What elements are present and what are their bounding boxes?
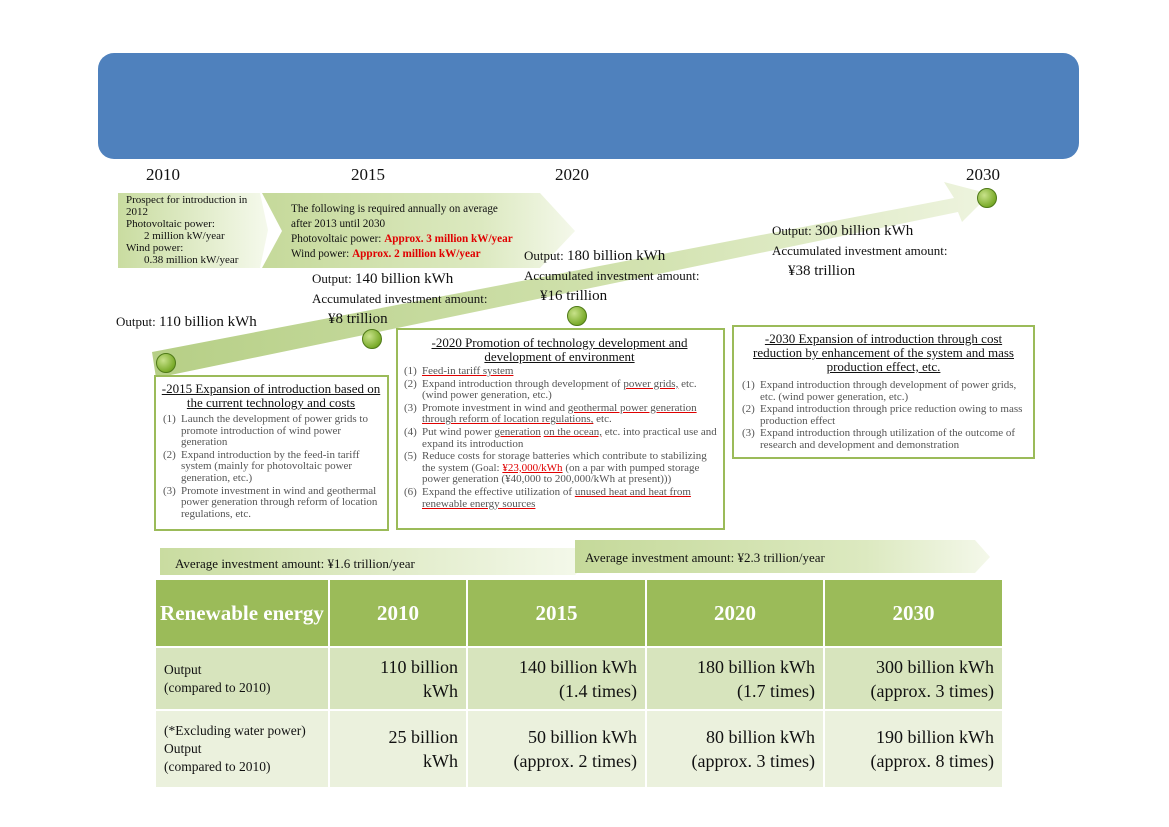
- list-item: (5) Reduce costs for storage batteries which contribute to stabilizing the system (Goal: ¥23,000/kWh (on a par with pumped storage power generation (¥40,000 to 200,000/kWh at present))): [404, 450, 707, 486]
- list-item: (2) Expand introduction through development of power grids, etc. (wind power generation, etc.): [404, 377, 697, 402]
- list-item: (3) Promote investment in wind and geothermal power generation through reform of location regulations, etc.: [404, 401, 697, 426]
- table-header: 2010: [329, 579, 467, 647]
- investment-2015-value: ¥8 trillion: [328, 311, 388, 327]
- table-cell: 300 billion kWh (approx. 3 times): [824, 647, 1003, 710]
- box-2020-list: [402, 366, 717, 510]
- box-2030-title: -2030 Expansion of introduction through cost reduction by enhancement of the system and mass production effect, etc.: [752, 331, 1014, 374]
- year-2010: 2010: [146, 165, 180, 184]
- milestone-dot-2030: [977, 188, 997, 208]
- table-cell: 25 billion kWh: [329, 710, 467, 788]
- box-2030-measures: [732, 325, 1035, 459]
- output-2015-label: Output:: [312, 271, 355, 286]
- prospect-pv-value: 2 million kW/year: [144, 230, 225, 242]
- list-item: (2) Expand introduction by the feed-in tariff system (mainly for photovoltaic power generation, etc.): [163, 448, 360, 484]
- required-wind-value: Approx. 2 million kW/year: [352, 248, 481, 260]
- table-header: 2015: [467, 579, 646, 647]
- output-2015: [312, 269, 487, 329]
- output-2020: [524, 246, 699, 306]
- required-wind-label: Wind power:: [291, 248, 353, 260]
- box-2015-measures: [154, 375, 389, 531]
- list-item: (2) Expand introduction through price reduction owing to mass production effect: [742, 403, 1023, 427]
- investment-2020-label: Accumulated investment amount:: [524, 268, 700, 283]
- table-cell: 190 billion kWh (approx. 8 times): [824, 710, 1003, 788]
- box-2030-list: [740, 380, 1027, 452]
- milestone-dot-2015: [362, 329, 382, 349]
- output-2020-value: 180 billion kWh: [566, 248, 666, 264]
- investment-2030-value: ¥38 trillion: [788, 263, 856, 279]
- box-2015-title: -2015 Expansion of introduction based on the current technology and costs: [161, 381, 381, 410]
- table-header: 2020: [646, 579, 824, 647]
- milestone-dot-2010: [156, 353, 176, 373]
- output-2030: [772, 221, 947, 281]
- year-2030: 2030: [966, 165, 1000, 184]
- list-item: (4) Put wind power generation on the ocean, etc. into practical use and expand its introduction: [404, 425, 717, 450]
- box-2015-list: [161, 414, 381, 520]
- investment-2015-label: Accumulated investment amount:: [312, 291, 488, 306]
- list-item: (1) Launch the development of power grids to promote introduction of wind power generation: [163, 413, 368, 449]
- annual-requirement: [291, 202, 513, 262]
- year-2020: 2020: [555, 165, 589, 184]
- required-pv-value: Approx. 3 million kW/year: [384, 233, 513, 245]
- prospect-title: Prospect for introduction in 2012: [126, 194, 248, 218]
- row-label: (*Excluding water power) Output (compared to 2010): [155, 710, 329, 788]
- required-line2: after 2013 until 2030: [291, 218, 386, 230]
- list-item: (1) Feed-in tariff system: [404, 365, 514, 377]
- row-label: Output (compared to 2010): [155, 647, 329, 710]
- prospect-wind-value: 0.38 million kW/year: [144, 254, 239, 266]
- investment-2030-label: Accumulated investment amount:: [772, 243, 948, 258]
- avg-investment-2: Average investment amount: ¥2.3 trillion/year: [585, 550, 825, 565]
- required-line1: The following is required annually on average: [291, 203, 498, 215]
- table-header: 2030: [824, 579, 1003, 647]
- output-2030-value: 300 billion kWh: [814, 223, 914, 239]
- box-2020-title: -2020 Promotion of technology development and development of environment: [431, 335, 688, 364]
- output-2010-label: Output:: [116, 314, 159, 329]
- output-2015-value: 140 billion kWh: [354, 271, 454, 287]
- table-row: [155, 710, 1003, 788]
- output-2020-label: Output:: [524, 248, 567, 263]
- table-row: [155, 647, 1003, 710]
- table-cell: 50 billion kWh (approx. 2 times): [467, 710, 646, 788]
- year-2015: 2015: [351, 165, 385, 184]
- prospect-2012: [126, 194, 266, 266]
- table-cell: 180 billion kWh (1.7 times): [646, 647, 824, 710]
- list-item: (1) Expand introduction through development of power grids, etc. (wind power generation, etc.): [742, 379, 1017, 403]
- output-table: [154, 578, 1004, 789]
- box-2020-measures: [396, 328, 725, 530]
- investment-2020-value: ¥16 trillion: [540, 288, 608, 304]
- avg-investment-1: Average investment amount: ¥1.6 trillion/year: [175, 556, 415, 571]
- table-cell: 140 billion kWh (1.4 times): [467, 647, 646, 710]
- table-cell: 80 billion kWh (approx. 3 times): [646, 710, 824, 788]
- list-item: (3) Promote investment in wind and geothermal power generation through reform of location regulations, etc.: [163, 484, 378, 520]
- list-item: (6) Expand the effective utilization of unused heat and heat from renewable energy sources: [404, 485, 691, 510]
- prospect-pv-label: Photovoltaic power:: [126, 218, 215, 230]
- output-2010: [116, 312, 257, 332]
- output-2030-label: Output:: [772, 223, 815, 238]
- milestone-dot-2020: [567, 306, 587, 326]
- table-cell: 110 billion kWh: [329, 647, 467, 710]
- table-header: Renewable energy: [155, 579, 329, 647]
- table-header-row: [155, 579, 1003, 647]
- required-wind: [291, 247, 513, 262]
- required-pv-label: Photovoltaic power:: [291, 233, 385, 245]
- prospect-wind-label: Wind power:: [126, 242, 184, 254]
- list-item: (3) Expand introduction through utilization of the outcome of research and development and demonstration: [742, 427, 1016, 451]
- required-pv: [291, 232, 513, 247]
- output-2010-value: 110 billion kWh: [158, 314, 257, 330]
